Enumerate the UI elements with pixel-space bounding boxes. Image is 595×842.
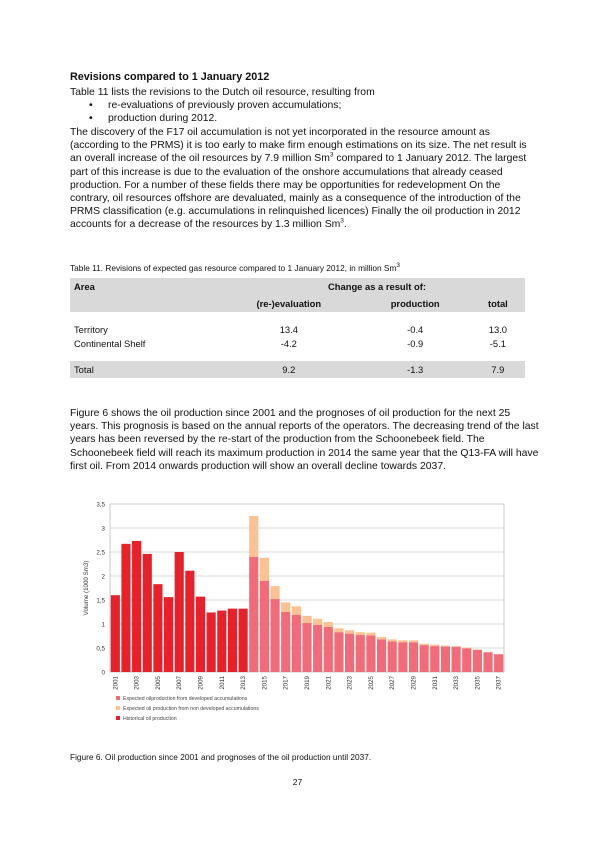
bar-historical [121,544,130,672]
x-tick-label: 2003 [133,676,141,690]
cell-production: -0.4 [407,323,424,335]
x-tick-label: 2023 [346,676,354,690]
bar-developed [409,642,418,672]
bar-developed [324,627,333,672]
bar-non-developed [334,628,343,632]
bar-non-developed [430,645,439,646]
bar-developed [345,634,354,672]
bullet-list [70,99,540,125]
cell-reevaluation: -4.2 [280,338,297,350]
x-tick-label: 2017 [282,676,290,690]
table-row [70,322,525,337]
bar-non-developed [260,558,269,581]
legend-label: Expected oilproduction from developed accumulations [123,696,248,702]
x-tick-label: 2021 [325,676,333,690]
bar-developed [494,654,503,672]
bar-developed [260,581,269,672]
page-number: 27 [292,777,303,787]
bar-developed [313,625,322,672]
x-tick-label: 2007 [176,676,184,690]
cell-area: Territory [74,323,108,335]
bar-developed [441,647,450,672]
bar-developed [249,557,258,672]
bar-historical [228,609,237,672]
bar-developed [292,615,301,672]
bullet-item: • re-evaluations of previously proven accumulations; [70,99,540,112]
bar-non-developed [292,606,301,615]
header-change: Change as a result of: [328,281,426,292]
bullet-item: • production during 2012. [70,112,540,125]
table-row [70,337,525,352]
section-heading: Revisions compared to 1 January 2012 [70,71,270,83]
legend-label: Expected oil production from non developed accumulations [123,706,259,712]
bar-historical [185,571,194,672]
bar-historical [143,554,152,672]
cell-production: -0.9 [407,338,424,350]
bar-non-developed [249,516,258,557]
intro-text: Table 11 lists the revisions to the Dutch oil resource, resulting from [70,87,375,98]
x-tick-label: 2005 [154,676,162,690]
oil-production-chart [78,498,518,738]
bar-historical [153,584,162,672]
x-tick-label: 2037 [495,676,503,690]
x-tick-label: 2027 [389,676,397,690]
x-tick-label: 2009 [197,676,205,690]
intro-paragraph [70,86,540,126]
bar-developed [377,639,386,672]
bar-historical [196,597,205,672]
cell-total: 7.9 [471,361,525,378]
x-tick-label: 2031 [431,676,439,690]
bar-non-developed [462,648,471,649]
legend-swatch [116,706,120,710]
superscript: 3 [396,262,400,270]
x-tick-label: 2015 [261,676,269,690]
figure-paragraph: Figure 6 shows the oil production since 2001 and the prognoses of oil production for the next 25 years. This prognosis is based on the annual reports of the operators. The decreasing trend of the last years has been reversed by the re-start of the production from the Schoonebeek field. The Schoonebeek field will reach its maximum production in 2014 the same year that the Q13-FA will have first oil. From 2014 onwards production will show an overall decline towards 2037. [70,408,539,472]
cell-total: 13.0 [488,323,507,335]
y-tick-label: 1 [101,621,105,629]
header-production: production [390,298,440,309]
header-total: total [487,298,508,309]
bar-historical [207,612,216,672]
y-tick-label: 2,5 [96,549,105,557]
bar-developed [356,635,365,672]
table-total-row [70,361,525,378]
bar-developed [473,650,482,672]
table-caption: Table 11. Revisions of expected gas resource compared to 1 January 2012, in million Sm$^3$ [70,262,400,273]
header-area: Area [74,281,95,292]
cell-area: Continental Shelf [74,338,146,350]
bar-non-developed [420,644,429,645]
y-tick-label: 3,5 [96,501,105,509]
paragraph-text: compared to 1 January 2012. The largest part of this increase is due to the evaluation of the onshore accumulations that already ceased production. For a number of these fields there may be opportunities for redevelopment On the contrary, oil resources offshore are devaluated, mainly as a consequence of the introduction of the PRMS classification (e.g. accumulations in relinquished licences) Finally the oil production in 2012 accounts for a decrease of the resources by 1.3 million Sm [70,153,527,231]
bar-non-developed [356,632,365,635]
bar-non-developed [409,640,418,642]
bar-non-developed [281,602,290,612]
bar-developed [420,645,429,672]
x-tick-label: 2019 [304,676,311,690]
bar-developed [483,652,492,672]
bar-non-developed [452,646,461,647]
bar-developed [281,612,290,672]
x-tick-label: 2011 [218,676,226,690]
header-reevaluation: (re-)evaluation [256,298,322,309]
bar-historical [217,611,226,672]
bar-developed [398,642,407,672]
paragraph-text: . [343,219,347,231]
bar-non-developed [377,637,386,639]
bar-non-developed [388,639,397,641]
superscript: 3 [329,151,334,159]
legend-swatch [116,696,120,700]
bar-non-developed [398,640,407,642]
bar-non-developed [345,630,354,633]
cell-reevaluation: 13.4 [279,323,298,335]
x-tick-label: 2033 [453,676,461,690]
table-subheader-row [70,295,525,312]
y-tick-label: 0 [101,669,105,677]
figure-caption: Figure 6. Oil production since 2001 and prognoses of the oil production until 2037. [70,752,372,762]
cell-total: -5.1 [489,338,506,350]
y-axis-label: Volume (1000 Sm3) [83,560,90,616]
bar-developed [430,646,439,672]
bar-developed [388,641,397,672]
x-tick-label: 2013 [240,676,248,690]
x-tick-label: 2035 [474,676,482,690]
bar-developed [366,636,375,672]
legend-swatch [116,716,120,720]
bar-developed [334,632,343,672]
bar-historical [111,595,120,672]
cell-production: -1.3 [360,361,471,378]
bar-historical [164,597,173,672]
discovery-paragraph [70,126,540,232]
y-tick-label: 3 [101,525,105,533]
y-tick-label: 0,5 [96,645,105,653]
bar-historical [239,609,248,672]
legend-label: Historical oil production [123,716,177,722]
bar-non-developed [302,616,311,623]
y-tick-label: 2 [101,573,105,581]
bar-developed [270,599,279,672]
x-tick-label: 2025 [367,676,375,690]
cell-reevaluation: 9.2 [218,361,360,378]
bar-developed [462,648,471,672]
bar-non-developed [441,646,450,647]
bar-non-developed [313,619,322,625]
y-tick-label: 1,5 [96,597,105,605]
table-header-row [70,278,525,295]
bar-developed [302,623,311,672]
bar-developed [452,647,461,672]
bar-historical [132,541,141,672]
bar-non-developed [324,622,333,627]
bar-historical [175,552,184,672]
x-tick-label: 2001 [112,676,120,690]
revisions-table [70,278,525,378]
superscript: 3 [340,217,344,225]
bar-non-developed [270,586,279,599]
cell-area: Total [70,361,218,378]
bar-non-developed [366,633,375,636]
x-tick-label: 2029 [410,676,418,690]
paragraph-text: The discovery of the F17 oil accumulation is not yet incorporated in the resource amount as (according to the PRMS) it is too early to make firm enough estimations on its size. The net result is an overall increase of the oil resources by 7.9 million Sm [70,127,527,165]
